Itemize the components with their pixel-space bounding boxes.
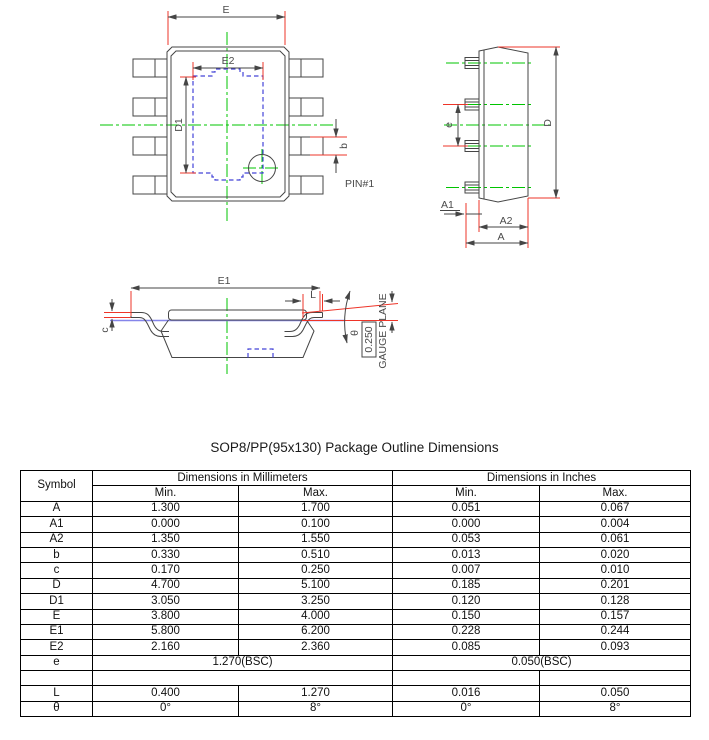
table-cell: 0.244: [540, 624, 691, 639]
table-cell: 0.157: [540, 609, 691, 624]
table-cell: [93, 671, 393, 686]
dimensions-table: [20, 470, 691, 717]
table-cell: 0°: [93, 701, 239, 716]
table-row: [21, 578, 691, 593]
table-row: [21, 501, 691, 516]
col-header-mm: Dimensions in Millimeters: [93, 471, 393, 486]
table-row: [21, 655, 691, 670]
symbol-cell: A2: [21, 532, 93, 547]
symbol-cell: θ: [21, 701, 93, 716]
lead-left: [131, 313, 169, 337]
table-cell: 0.201: [540, 578, 691, 593]
table-cell: 0.228: [393, 624, 540, 639]
table-header-row-1: [21, 471, 691, 486]
front-body: [161, 320, 314, 358]
label-D1: D1: [173, 118, 185, 132]
symbol-cell: b: [21, 547, 93, 562]
table-cell: 0.016: [393, 686, 540, 701]
label-E2: E2: [221, 55, 235, 67]
table-cell: 1.270: [239, 686, 393, 701]
table-cell: 0.050: [540, 686, 691, 701]
table-row: [21, 517, 691, 532]
pins-right: [289, 59, 323, 194]
table-row: [21, 640, 691, 655]
symbol-cell: [21, 671, 93, 686]
table-cell: 1.270(BSC): [93, 655, 393, 670]
table-cell: 0.185: [393, 578, 540, 593]
table-cell: 0.000: [393, 517, 540, 532]
dim-c-extensions: [104, 313, 131, 318]
label-E: E: [222, 4, 230, 16]
table-cell: 1.350: [93, 532, 239, 547]
table-cell: 3.050: [93, 594, 239, 609]
label-L: L: [310, 289, 316, 301]
table-cell: 2.360: [239, 640, 393, 655]
col-header-inches: Dimensions in Inches: [393, 471, 691, 486]
label-gauge-plane: GAUGE PLANE: [377, 293, 389, 369]
table-cell: 3.250: [239, 594, 393, 609]
table-cell: 0°: [393, 701, 540, 716]
table-row: [21, 671, 691, 686]
front-view: [99, 275, 398, 374]
table-cell: 0.053: [393, 532, 540, 547]
label-A2: A2: [499, 215, 513, 227]
table-cell: 0.170: [93, 563, 239, 578]
label-pin1: PIN#1: [345, 178, 375, 190]
pins-left: [133, 59, 167, 194]
table-cell: 0.100: [239, 517, 393, 532]
table-cell: 0.020: [540, 547, 691, 562]
table-cell: 0.000: [93, 517, 239, 532]
symbol-cell: A1: [21, 517, 93, 532]
table-cell: 0.093: [540, 640, 691, 655]
table-cell: 0.067: [540, 501, 691, 516]
table-cell: 1.300: [93, 501, 239, 516]
table-cell: 2.160: [93, 640, 239, 655]
table-cell: 1.550: [239, 532, 393, 547]
table-row: [21, 594, 691, 609]
table-cell: 5.800: [93, 624, 239, 639]
table-cell: [393, 671, 540, 686]
table-cell: 0.013: [393, 547, 540, 562]
table-cell: 0.330: [93, 547, 239, 562]
label-b: b: [338, 143, 350, 149]
table-cell: 0.061: [540, 532, 691, 547]
symbol-cell: E2: [21, 640, 93, 655]
symbol-cell: A: [21, 501, 93, 516]
symbol-cell: L: [21, 686, 93, 701]
symbol-cell: c: [21, 563, 93, 578]
symbol-cell: D: [21, 578, 93, 593]
label-E1: E1: [217, 275, 231, 287]
label-A1: A1: [441, 199, 454, 211]
label-A: A: [497, 231, 505, 243]
table-cell: 3.800: [93, 609, 239, 624]
table-cell: 0.510: [239, 547, 393, 562]
table-cell: [540, 671, 691, 686]
front-hidden-notch: [248, 349, 273, 358]
table-header-row-2: [21, 486, 691, 501]
table-cell: 8°: [239, 701, 393, 716]
table-cell: 0.010: [540, 563, 691, 578]
table-cell: 0.250: [239, 563, 393, 578]
package-body-inner: [171, 51, 285, 197]
col-header-mm-max: Max.: [239, 486, 393, 501]
page-title: SOP8/PP(95x130) Package Outline Dimensions: [210, 440, 499, 455]
table-cell: 0.150: [393, 609, 540, 624]
table-row: [21, 624, 691, 639]
table-row: [21, 532, 691, 547]
table-cell: 5.100: [239, 578, 393, 593]
side-view: [440, 47, 560, 248]
table-cell: 0.085: [393, 640, 540, 655]
dimensions-table-body: [21, 501, 691, 716]
table-cell: 0.007: [393, 563, 540, 578]
table-row: [21, 609, 691, 624]
col-header-in-min: Min.: [393, 486, 540, 501]
table-row: [21, 701, 691, 716]
table-cell: 0.400: [93, 686, 239, 701]
top-view: [100, 4, 374, 222]
table-row: [21, 563, 691, 578]
table-row: [21, 547, 691, 562]
table-cell: 4.700: [93, 578, 239, 593]
table-cell: 8°: [540, 701, 691, 716]
col-header-mm-min: Min.: [93, 486, 239, 501]
symbol-cell: E1: [21, 624, 93, 639]
table-cell: 0.050(BSC): [393, 655, 691, 670]
table-cell: 0.120: [393, 594, 540, 609]
front-body-cap: [169, 310, 307, 320]
table-cell: 1.700: [239, 501, 393, 516]
table-cell: 0.004: [540, 517, 691, 532]
label-gauge-value: 0.250: [363, 326, 375, 353]
col-header-in-max: Max.: [540, 486, 691, 501]
symbol-cell: E: [21, 609, 93, 624]
table-cell: 6.200: [239, 624, 393, 639]
dim-E1-extensions: [131, 291, 320, 316]
symbol-cell: D1: [21, 594, 93, 609]
symbol-cell: e: [21, 655, 93, 670]
label-c: c: [99, 327, 111, 333]
table-cell: 0.128: [540, 594, 691, 609]
table-cell: 4.000: [239, 609, 393, 624]
label-theta: θ: [349, 330, 361, 336]
table-row: [21, 686, 691, 701]
label-D: D: [542, 119, 554, 127]
label-e: e: [443, 122, 455, 128]
col-header-symbol: Symbol: [21, 471, 93, 502]
table-cell: 0.051: [393, 501, 540, 516]
